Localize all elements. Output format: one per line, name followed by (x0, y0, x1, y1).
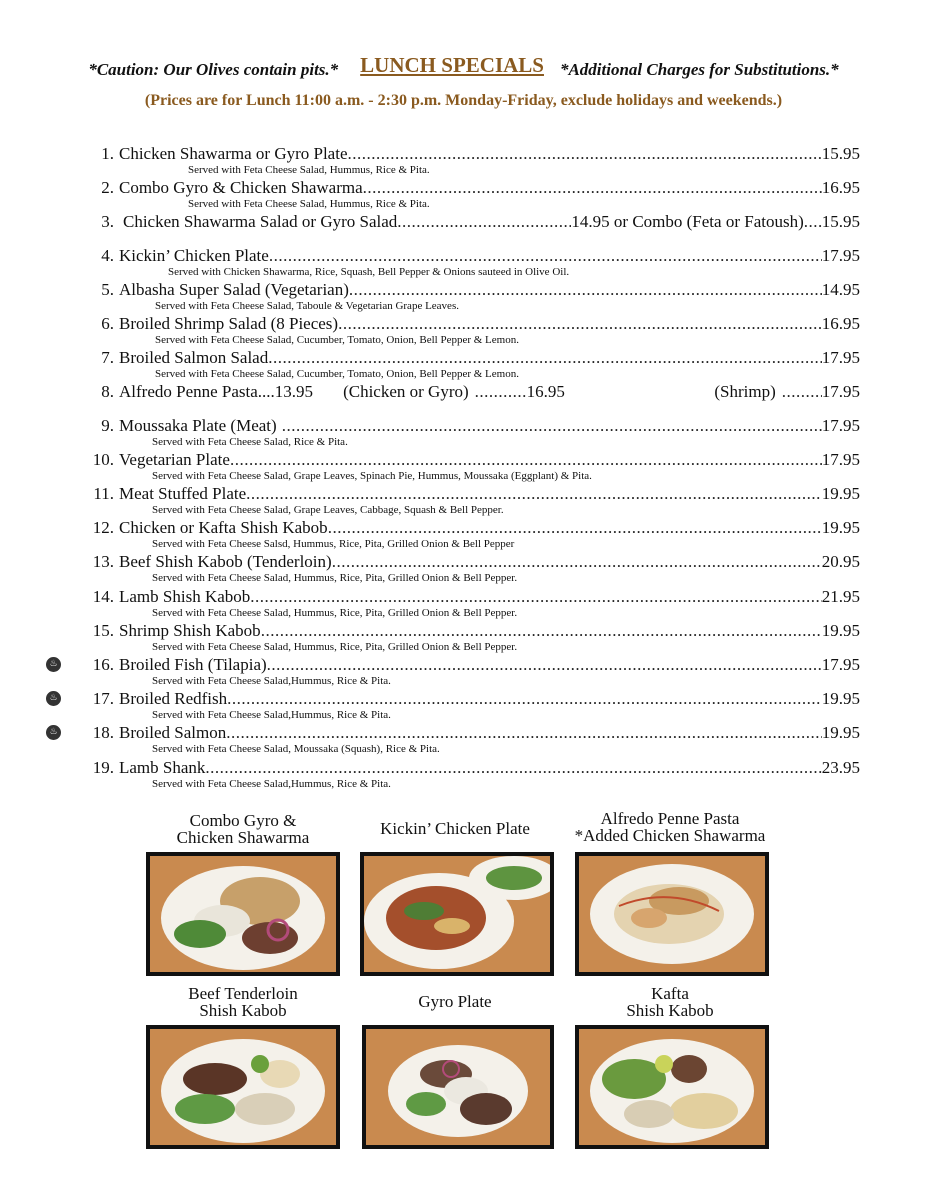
menu-item (49, 655, 860, 688)
item-name: Beef Shish Kabob (Tenderloin) (119, 552, 332, 571)
menu-item (60, 621, 860, 654)
plate-image (366, 1029, 550, 1145)
substitution-note: *Additional Charges for Substitutions.* (559, 60, 839, 79)
item-price: 20.95 (821, 552, 860, 571)
plate-image (150, 856, 336, 972)
item-name: Shrimp Shish Kabob (119, 621, 261, 640)
menu-item (60, 314, 860, 347)
food-photo (575, 1025, 769, 1149)
grill-icon: ♨ (46, 657, 61, 672)
item-name: Meat Stuffed Plate (119, 484, 247, 503)
item-number: 14. (92, 587, 114, 606)
item-name: Chicken Shawarma Salad or Gyro Salad (123, 212, 398, 231)
item-name: Kickin’ Chicken Plate (119, 246, 269, 265)
menu-item (49, 689, 860, 722)
item-number: 11. (93, 484, 114, 503)
item-name: Broiled Salmon Salad (119, 348, 269, 367)
item-price: 15.95 (821, 144, 860, 163)
item-number: 6. (101, 314, 114, 333)
menu-item (60, 144, 860, 177)
menu-header (0, 53, 927, 81)
plate-image (579, 856, 765, 972)
grill-icon: ♨ (46, 725, 61, 740)
olive-caution: *Caution: Our Olives contain pits.* (88, 60, 339, 79)
item-description: Served with Feta Cheese Salad, Hummus, Rice & Pita. (188, 198, 430, 210)
item-number: 16. (92, 655, 114, 674)
item-price: 17.95 (821, 382, 860, 401)
item-price: 17.95 (821, 450, 860, 469)
item-description: Served with Feta Cheese Salad, Moussaka (Squash), Rice & Pita. (152, 743, 440, 755)
item-name: Broiled Redfish (119, 689, 228, 708)
item-price: 17.95 (821, 416, 860, 435)
item-option-price: 14.95 or Combo (Feta or Fatoush) (571, 212, 804, 231)
item-description: Served with Feta Cheese Salad, Grape Leaves, Cabbage, Squash & Bell Pepper. (152, 504, 504, 516)
food-photo (362, 1025, 554, 1149)
menu-item (60, 178, 860, 211)
menu-item (60, 382, 860, 402)
item-price: 15.95 (821, 212, 860, 231)
item-number: 3. (101, 212, 114, 231)
item-description: Served with Feta Cheese Salad, Hummus, Rice & Pita. (188, 164, 430, 176)
photo-caption: Kickin’ Chicken Plate (380, 819, 530, 838)
menu-item (60, 280, 860, 313)
food-photo (575, 852, 769, 976)
menu-item (60, 348, 860, 381)
item-description: Served with Feta Cheese Salad, Cucumber, Tomato, Onion, Bell Pepper & Lemon. (155, 334, 519, 346)
item-price: 16.95 (821, 314, 860, 333)
menu-item (60, 552, 860, 585)
item-name: Albasha Super Salad (Vegetarian) (119, 280, 349, 299)
item-name: Alfredo Penne Pasta....13.95 (119, 382, 314, 401)
menu-item (49, 723, 860, 756)
item-name: Chicken or Kafta Shish Kabob (119, 518, 328, 537)
item-description: Served with Feta Cheese Salad,Hummus, Rice & Pita. (152, 709, 391, 721)
item-name: Lamb Shank (119, 758, 206, 777)
item-name: Vegetarian Plate (119, 450, 230, 469)
menu-item (60, 246, 860, 279)
item-number: 18. (92, 723, 114, 742)
item-description: Served with Feta Cheese Salad, Rice & Pita. (152, 436, 348, 448)
grill-icon: ♨ (46, 691, 61, 706)
photo-caption: Combo Gyro & Chicken Shawarma (176, 811, 310, 847)
item-name: Broiled Fish (Tilapia) (119, 655, 267, 674)
item-description: Served with Feta Cheese Salad, Hummus, Rice, Pita, Grilled Onion & Bell Pepper. (152, 572, 518, 584)
item-name: Broiled Shrimp Salad (8 Pieces) (119, 314, 339, 333)
item-price: 16.95 (821, 178, 860, 197)
plate-image (150, 1029, 336, 1145)
item-number: 12. (92, 518, 114, 537)
item-option-label: (Chicken or Gyro) (343, 382, 469, 401)
item-description: Served with Chicken Shawarma, Rice, Squash, Bell Pepper & Onions sauteed in Olive Oil. (168, 266, 570, 278)
item-number: 1. (101, 144, 114, 163)
item-price: 19.95 (821, 723, 860, 742)
menu-title: LUNCH SPECIALS (360, 53, 544, 77)
item-name: Broiled Salmon (119, 723, 227, 742)
item-price: 19.95 (821, 518, 860, 537)
item-name: Lamb Shish Kabob (119, 587, 251, 606)
item-number: 17. (92, 689, 114, 708)
item-name: Moussaka Plate (Meat) (119, 416, 277, 435)
menu-item (60, 212, 860, 232)
food-photo (360, 852, 554, 976)
plate-image (364, 856, 550, 972)
item-name: Combo Gyro & Chicken Shawarma (119, 178, 363, 197)
photo-caption: Kafta Shish Kabob (626, 984, 714, 1020)
item-number: 19. (92, 758, 114, 777)
item-description: Served with Feta Cheese Salsd, Hummus, Rice, Pita, Grilled Onion & Bell Pepper (152, 538, 515, 550)
photo-caption: Gyro Plate (418, 992, 492, 1011)
menu-item (60, 758, 860, 791)
menu-item (60, 450, 860, 483)
menu-item (60, 518, 860, 551)
item-description: Served with Feta Cheese Salad, Taboule & Vegetarian Grape Leaves. (155, 300, 459, 312)
item-description: Served with Feta Cheese Salad, Cucumber, Tomato, Onion, Bell Pepper & Lemon. (155, 368, 519, 380)
menu-item (60, 416, 860, 449)
item-number: 4. (101, 246, 114, 265)
item-price: 19.95 (821, 621, 860, 640)
photo-caption: Beef Tenderloin Shish Kabob (188, 984, 298, 1020)
item-number: 8. (101, 382, 114, 401)
item-price: 17.95 (821, 246, 860, 265)
item-price: 23.95 (821, 758, 860, 777)
item-price: 21.95 (821, 587, 860, 606)
item-description: Served with Feta Cheese Salad, Grape Leaves, Spinach Pie, Hummus, Moussaka (Eggplant) & Pita. (152, 470, 592, 482)
menu-item (60, 587, 860, 620)
item-description: Served with Feta Cheese Salad, Hummus, Rice, Pita, Grilled Onion & Bell Pepper. (152, 641, 518, 653)
item-description: Served with Feta Cheese Salad,Hummus, Rice & Pita. (152, 778, 391, 790)
item-number: 7. (101, 348, 114, 367)
item-name: Chicken Shawarma or Gyro Plate (119, 144, 348, 163)
item-price: 14.95 (821, 280, 860, 299)
hours-note: (Prices are for Lunch 11:00 a.m. - 2:30 p.m. Monday-Friday, exclude holidays and weekends.) (144, 92, 783, 109)
item-option-label: (Shrimp) (714, 382, 776, 401)
item-price: 17.95 (821, 348, 860, 367)
item-description: Served with Feta Cheese Salad, Hummus, Rice, Pita, Grilled Onion & Bell Pepper. (152, 607, 518, 619)
item-number: 15. (92, 621, 114, 640)
item-number: 13. (92, 552, 114, 571)
item-number: 5. (101, 280, 114, 299)
plate-image (579, 1029, 765, 1145)
item-price: 17.95 (821, 655, 860, 674)
photo-caption: Alfredo Penne Pasta *Added Chicken Shawarma (574, 809, 766, 845)
food-photo (146, 1025, 340, 1149)
item-number: 2. (101, 178, 114, 197)
item-number: 10. (92, 450, 114, 469)
item-number: 9. (101, 416, 114, 435)
item-description: Served with Feta Cheese Salad,Hummus, Rice & Pita. (152, 675, 391, 687)
food-photo (146, 852, 340, 976)
item-price: 19.95 (821, 484, 860, 503)
menu-item (60, 484, 860, 517)
item-option-price: 16.95 (526, 382, 565, 401)
item-price: 19.95 (821, 689, 860, 708)
